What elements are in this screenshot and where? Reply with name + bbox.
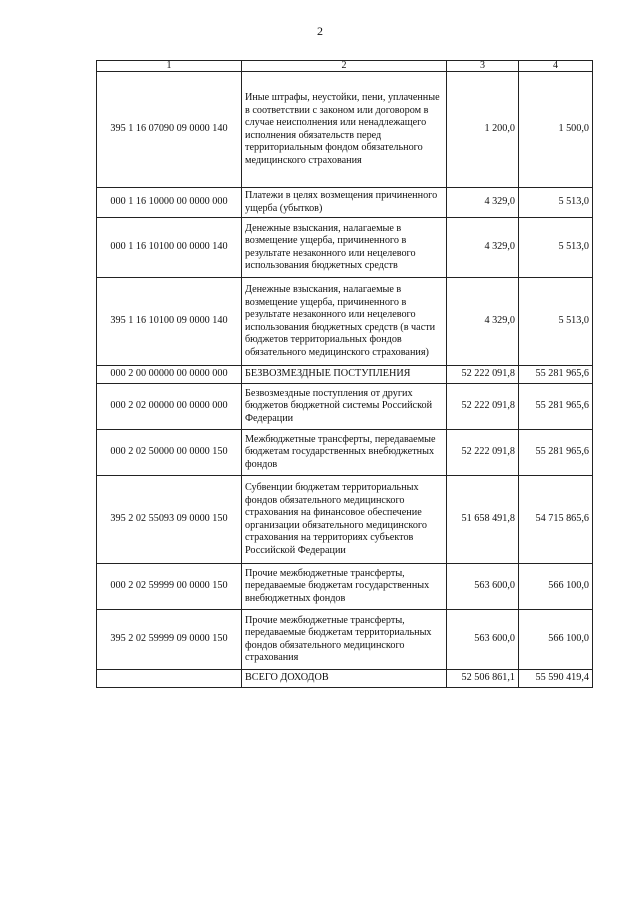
budget-code: 000 2 02 59999 00 0000 150 xyxy=(97,564,242,610)
table-row xyxy=(97,384,593,430)
page-number: 2 xyxy=(317,24,323,38)
amount-col3: 52 222 091,8 xyxy=(447,430,519,476)
revenue-name: Межбюджетные трансферты, передаваемые бюджетам государственных внебюджетных фондов xyxy=(242,430,447,476)
revenue-name: БЕЗВОЗМЕЗДНЫЕ ПОСТУПЛЕНИЯ xyxy=(242,366,447,384)
amount-col4: 55 281 965,6 xyxy=(519,366,593,384)
amount-col3: 52 222 091,8 xyxy=(447,384,519,430)
table-row xyxy=(97,564,593,610)
amount-col4: 566 100,0 xyxy=(519,564,593,610)
revenue-table xyxy=(96,60,593,688)
column-header-2: 2 xyxy=(242,61,447,72)
revenue-name: ВСЕГО ДОХОДОВ xyxy=(242,670,447,688)
amount-col4: 1 500,0 xyxy=(519,72,593,188)
table-row xyxy=(97,72,593,188)
column-header-4: 4 xyxy=(519,61,593,72)
amount-col3: 52 506 861,1 xyxy=(447,670,519,688)
budget-code: 000 1 16 10100 00 0000 140 xyxy=(97,218,242,278)
amount-col3: 4 329,0 xyxy=(447,278,519,366)
amount-col3: 52 222 091,8 xyxy=(447,366,519,384)
budget-code: 395 2 02 55093 09 0000 150 xyxy=(97,476,242,564)
amount-col4: 566 100,0 xyxy=(519,610,593,670)
amount-col4: 54 715 865,6 xyxy=(519,476,593,564)
table-row xyxy=(97,610,593,670)
table-row-total xyxy=(97,670,593,688)
table-row xyxy=(97,218,593,278)
revenue-name: Прочие межбюджетные трансферты, передаваемые бюджетам государственных внебюджетных фондов xyxy=(242,564,447,610)
revenue-name: Иные штрафы, неустойки, пени, уплаченные в соответствии с законом или договором в случае неисполнения или ненадлежащего исполнения обязательств перед территориальным фондом обязательного медицинского страхования xyxy=(242,72,447,188)
revenue-name: Денежные взыскания, налагаемые в возмещение ущерба, причиненного в результате незаконного или нецелевого использования бюджетных средств xyxy=(242,218,447,278)
amount-col3: 4 329,0 xyxy=(447,188,519,218)
amount-col3: 1 200,0 xyxy=(447,72,519,188)
budget-code: 000 1 16 10000 00 0000 000 xyxy=(97,188,242,218)
table-header-row xyxy=(97,61,593,72)
column-header-3: 3 xyxy=(447,61,519,72)
budget-code: 395 2 02 59999 09 0000 150 xyxy=(97,610,242,670)
revenue-name: Прочие межбюджетные трансферты, передаваемые бюджетам территориальных фондов обязательного медицинского страхования xyxy=(242,610,447,670)
table-row xyxy=(97,476,593,564)
amount-col3: 563 600,0 xyxy=(447,564,519,610)
amount-col4: 5 513,0 xyxy=(519,188,593,218)
budget-code: 000 2 00 00000 00 0000 000 xyxy=(97,366,242,384)
amount-col4: 55 281 965,6 xyxy=(519,430,593,476)
amount-col3: 563 600,0 xyxy=(447,610,519,670)
column-header-1: 1 xyxy=(97,61,242,72)
amount-col3: 4 329,0 xyxy=(447,218,519,278)
table-row xyxy=(97,278,593,366)
amount-col3: 51 658 491,8 xyxy=(447,476,519,564)
budget-code xyxy=(97,670,242,688)
amount-col4: 5 513,0 xyxy=(519,278,593,366)
budget-code: 000 2 02 50000 00 0000 150 xyxy=(97,430,242,476)
revenue-name: Платежи в целях возмещения причиненного ущерба (убытков) xyxy=(242,188,447,218)
revenue-name: Безвозмездные поступления от других бюджетов бюджетной системы Российской Федерации xyxy=(242,384,447,430)
amount-col4: 5 513,0 xyxy=(519,218,593,278)
table-row xyxy=(97,366,593,384)
amount-col4: 55 281 965,6 xyxy=(519,384,593,430)
table-row xyxy=(97,430,593,476)
revenue-name: Субвенции бюджетам территориальных фондов обязательного медицинского страхования на финансовое обеспечение организации обязательного медицинского страхования на территориях субъектов Российской Федерации xyxy=(242,476,447,564)
budget-code: 395 1 16 10100 09 0000 140 xyxy=(97,278,242,366)
amount-col4: 55 590 419,4 xyxy=(519,670,593,688)
budget-code: 395 1 16 07090 09 0000 140 xyxy=(97,72,242,188)
revenue-name: Денежные взыскания, налагаемые в возмещение ущерба, причиненного в результате незаконного или нецелевого использования бюджетных средств (в части бюджетов территориальных фондов обязательного медицинского страхования) xyxy=(242,278,447,366)
budget-code: 000 2 02 00000 00 0000 000 xyxy=(97,384,242,430)
table-row xyxy=(97,188,593,218)
